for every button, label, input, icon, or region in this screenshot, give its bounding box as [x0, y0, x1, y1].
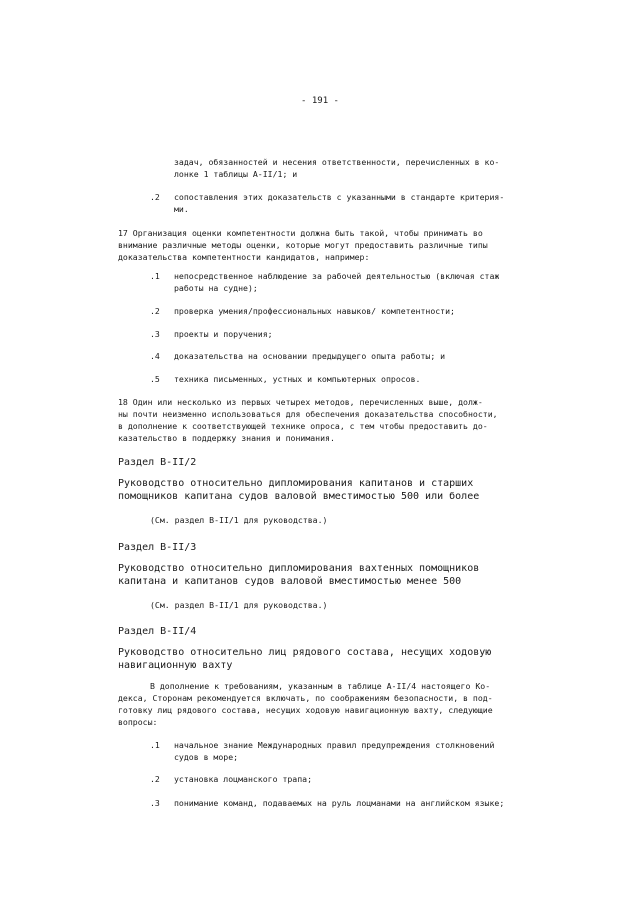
list-item-number: .1	[150, 271, 160, 281]
list-item-text: непосредственное наблюдение за рабочей деятельностью (включая стаж	[174, 271, 500, 281]
section-paragraph-line: готовку лиц рядового состава, несущих ходовую навигационную вахту, следующие	[118, 705, 493, 715]
list-item-number: .1	[150, 740, 160, 750]
section-title: навигационную вахту	[118, 660, 233, 671]
section-heading: Раздел B-II/3	[118, 542, 197, 553]
list-item-number: .2	[150, 774, 160, 784]
section-reference: (См. раздел B-II/1 для руководства.)	[150, 600, 328, 610]
section-title: Руководство относительно лиц рядового состава, несущих ходовую	[118, 647, 492, 658]
list-item-text: начальное знание Международных правил предупреждения столкновений	[174, 740, 495, 750]
list-item-number: .2	[150, 306, 160, 316]
paragraph-18-line: ны почти неизменно использоваться для обеспечения доказательства способности,	[118, 409, 498, 419]
list-item-text: сопоставления этих доказательств с указанными в стандарте критерия-	[174, 192, 505, 202]
list-item-text: проверка умения/профессиональных навыков/ компетентности;	[174, 306, 455, 316]
list-item-text: ми.	[174, 204, 189, 214]
page-number: - 191 -	[301, 96, 339, 106]
list-item-text: доказательства на основании предыдущего опыта работы; и	[174, 351, 446, 361]
list-item-number: .5	[150, 374, 160, 384]
section-paragraph-line: декса, Сторонам рекомендуется включать, по соображениям безопасности, в под-	[118, 693, 493, 703]
list-item-text: задач, обязанностей и несения ответственности, перечисленных в ко-	[174, 157, 500, 167]
section-paragraph-line: В дополнение к требованиям, указанным в таблице A-II/4 настоящего Ко-	[150, 681, 491, 691]
list-item-number: .4	[150, 351, 160, 361]
section-title: капитана и капитанов судов валовой вместимостью менее 500	[118, 576, 462, 587]
paragraph-17-line: внимание различные методы оценки, которые могут предоставить различные типы	[118, 240, 488, 250]
paragraph-18-line: казательство в поддержку знания и понимания.	[118, 433, 335, 443]
list-item-text: техника письменных, устных и компьютерных опросов.	[174, 374, 421, 384]
section-title: Руководство относительно дипломирования капитанов и старших	[118, 478, 474, 489]
section-heading: Раздел B-II/2	[118, 457, 197, 468]
paragraph-18-line: в дополнение к соответствующей технике опроса, с тем чтобы предоставить до-	[118, 421, 488, 431]
list-item-text: лонке 1 таблицы A-II/1; и	[174, 169, 298, 179]
list-item-text: проекты и поручения;	[174, 329, 273, 339]
list-item-text: работы на судне);	[174, 283, 258, 293]
paragraph-18-line: 18 Один или несколько из первых четырех методов, перечисленных выше, долж-	[118, 397, 483, 407]
list-item-number: .3	[150, 329, 160, 339]
section-reference: (См. раздел B-II/1 для руководства.)	[150, 515, 328, 525]
section-paragraph-line: вопросы:	[118, 717, 158, 727]
list-item-text: установка лоцманского трапа;	[174, 774, 313, 784]
section-title: помощников капитана судов валовой вместимостью 500 или более	[118, 491, 480, 502]
section-title: Руководство относительно дипломирования вахтенных помощников	[118, 563, 480, 574]
list-item-number: .2	[150, 192, 160, 202]
list-item-text: понимание команд, подаваемых на руль лоцманами на английском языке;	[174, 798, 505, 808]
paragraph-17-line: доказательства компетентности кандидатов, например:	[118, 252, 370, 262]
paragraph-17-line: 17 Организация оценки компетентности должна быть такой, чтобы принимать во	[118, 228, 483, 238]
section-heading: Раздел B-II/4	[118, 626, 197, 637]
list-item-text: судов в море;	[174, 752, 239, 762]
list-item-number: .3	[150, 798, 160, 808]
